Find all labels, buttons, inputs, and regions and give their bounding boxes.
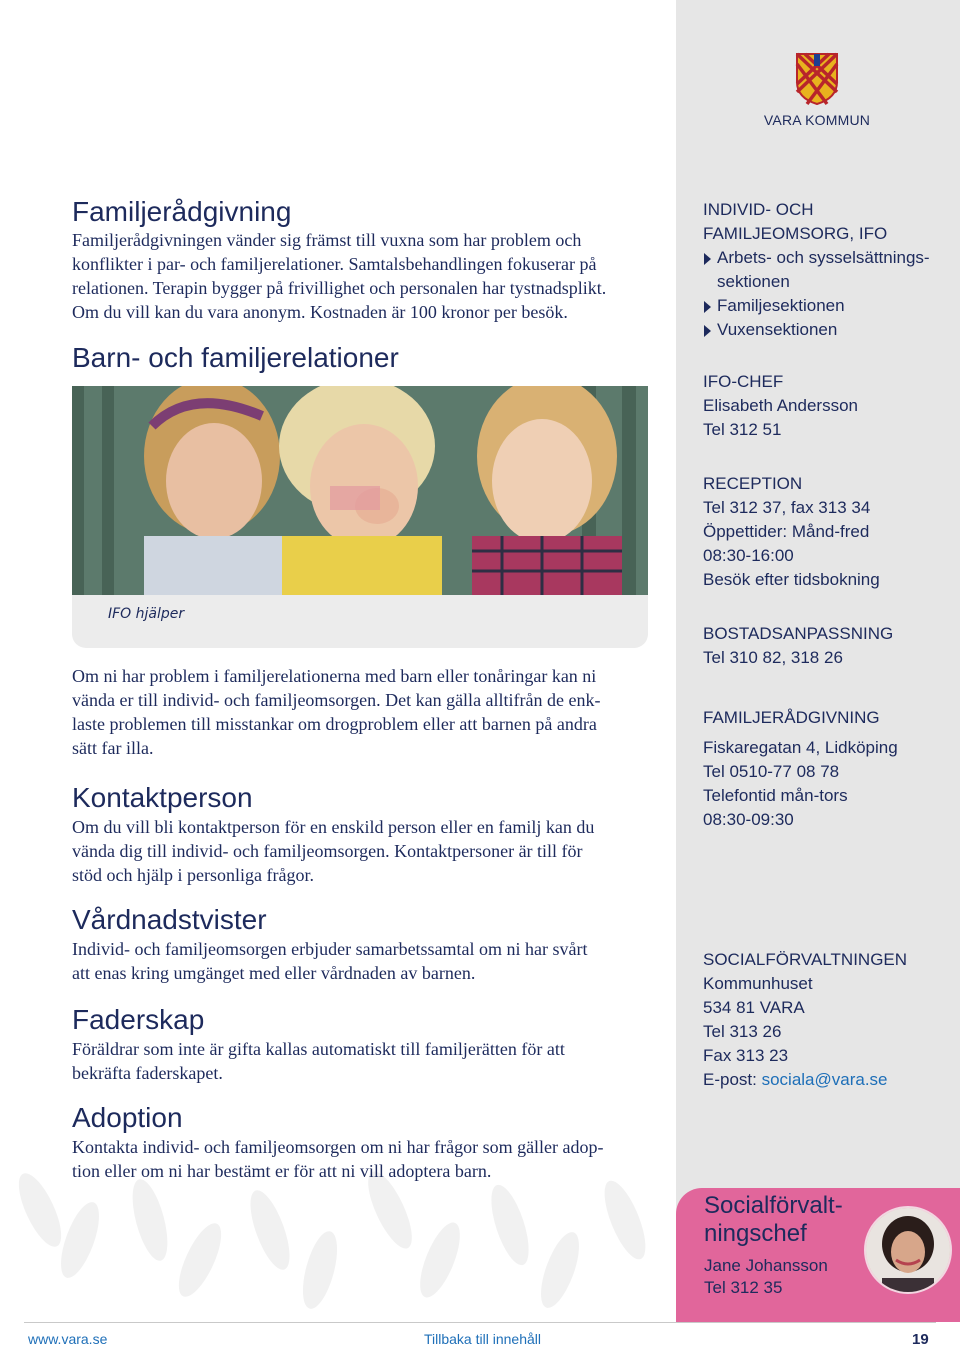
heading-kontaktperson: Kontaktperson xyxy=(72,782,253,813)
socialforvaltningen-line: Fax 313 23 xyxy=(703,1046,789,1065)
text-line: laste problemen till misstankar om drogproblem eller att barnen på andra xyxy=(72,714,597,734)
logo-text: VARA KOMMUN xyxy=(763,112,871,128)
ifo-chef-name: Elisabeth Andersson xyxy=(703,396,858,415)
para-adoption xyxy=(72,1135,652,1183)
text-line: vända er till individ- och familjeomsorgen. Det kan gälla alltifrån de enk- xyxy=(72,690,601,710)
familjeradgivning-title: FAMILJERÅDGIVNING xyxy=(703,708,880,727)
para-vardnadstvister xyxy=(72,937,652,985)
footer-url-link[interactable]: www.vara.se xyxy=(28,1331,108,1347)
heading-vardnadstvister: Vårdnadstvister xyxy=(72,904,267,935)
ifo-item: Arbets- och sysselsättnings- xyxy=(703,246,953,270)
socialforvaltningen-block xyxy=(703,948,953,1092)
familjeradgivning-block xyxy=(703,706,953,832)
familjeradgivning-line: 08:30-09:30 xyxy=(703,810,794,829)
back-to-contents-link[interactable]: Tillbaka till innehåll xyxy=(424,1331,541,1347)
chef-box-tel: Tel 312 35 xyxy=(704,1278,783,1297)
reception-line: Besök efter tidsbokning xyxy=(703,570,880,589)
familjeradgivning-line: Tel 0510-77 08 78 xyxy=(703,762,840,781)
heading-faderskap: Faderskap xyxy=(72,1004,205,1035)
text-line: Familjerådgivningen vänder sig främst till vuxna som har problem och xyxy=(72,230,582,250)
ifo-chef-tel: Tel 312 51 xyxy=(703,420,782,439)
socialforvaltningen-line: Kommunhuset xyxy=(703,974,813,993)
footer-divider xyxy=(24,1322,936,1323)
para-barn xyxy=(72,664,652,760)
photo-caption: IFO hjälper xyxy=(108,606,185,622)
reception-line: Tel 312 37, fax 313 34 xyxy=(703,498,871,517)
email-label: E-post: xyxy=(703,1070,762,1089)
para-faderskap xyxy=(72,1037,652,1085)
email-link[interactable]: sociala@vara.se xyxy=(761,1070,888,1089)
familjeradgivning-line: Telefontid mån-tors xyxy=(703,786,848,805)
ifo-title-1: INDIVID- OCH xyxy=(703,200,814,219)
socialforvaltningen-line: Tel 313 26 xyxy=(703,1022,782,1041)
chef-box-title-1: Socialförvalt- xyxy=(704,1192,843,1219)
reception-line: Öppettider: Månd-fred xyxy=(703,522,870,541)
reception-block xyxy=(703,472,953,592)
text-line: sätt far illa. xyxy=(72,738,154,758)
socialforvaltningen-title: SOCIALFÖRVALTNINGEN xyxy=(703,950,908,969)
chef-box-title-2: ningschef xyxy=(704,1220,807,1247)
para-familjeradgivning xyxy=(72,228,652,324)
bostad-title: BOSTADSANPASSNING xyxy=(703,624,894,643)
children-photo xyxy=(72,386,648,595)
text-line: Om du vill bli kontaktperson för en enskild person eller en familj kan du xyxy=(72,817,595,837)
email-row xyxy=(703,1068,953,1092)
text-line: Om du vill kan du vara anonym. Kostnaden är 100 kronor per besök. xyxy=(72,302,568,322)
reception-title: RECEPTION xyxy=(703,474,803,493)
text-line: bekräfta faderskapet. xyxy=(72,1063,223,1083)
chef-box-contact xyxy=(704,1255,828,1299)
chef-box-name: Jane Johansson xyxy=(704,1256,828,1275)
socialforvaltningen-line: 534 81 VARA xyxy=(703,998,805,1017)
text-line: stöd och hjälp i personliga frågor. xyxy=(72,865,314,885)
ifo-chef-block xyxy=(703,370,953,442)
photo-card xyxy=(72,386,648,648)
vara-kommun-coat-of-arms-icon xyxy=(795,52,839,106)
ifo-block xyxy=(703,198,953,342)
bostad-block xyxy=(703,622,953,670)
ifo-chef-title: IFO-CHEF xyxy=(703,372,784,391)
portrait-photo xyxy=(864,1206,952,1294)
ifo-item-cont: sektionen xyxy=(717,272,790,291)
familjeradgivning-line: Fiskaregatan 4, Lidköping xyxy=(703,738,898,757)
text-line: Kontakta individ- och familjeomsorgen om ni har frågor som gäller adop- xyxy=(72,1137,604,1157)
text-line: vända dig till individ- och familjeomsorgen. Kontaktpersoner är till för xyxy=(72,841,583,861)
ifo-item: Familjesektionen xyxy=(703,294,953,318)
heading-familjeradgivning: Familjerådgivning xyxy=(72,196,292,227)
heading-barn: Barn- och familjerelationer xyxy=(72,342,399,373)
text-line: Individ- och familjeomsorgen erbjuder samarbetssamtal om ni har svårt xyxy=(72,939,588,959)
text-line: att enas kring umgänget med eller vårdnaden av barnen. xyxy=(72,963,476,983)
text-line: relationen. Terapin bygger på frivillighet och personalen har tystnadsplikt. xyxy=(72,278,607,298)
chef-box-title xyxy=(704,1192,864,1248)
heading-adoption: Adoption xyxy=(72,1102,183,1133)
bostad-tel: Tel 310 82, 318 26 xyxy=(703,648,843,667)
para-kontaktperson xyxy=(72,815,652,887)
text-line: konflikter i par- och familjerelationer. Samtalsbehandlingen fokuserar på xyxy=(72,254,597,274)
ifo-title-2: FAMILJEOMSORG, IFO xyxy=(703,224,888,243)
page-number: 19 xyxy=(912,1331,929,1348)
ifo-item: Vuxensektionen xyxy=(703,318,953,342)
reception-line: 08:30-16:00 xyxy=(703,546,794,565)
text-line: Om ni har problem i familjerelationerna med barn eller tonåringar kan ni xyxy=(72,666,597,686)
text-line: Föräldrar som inte är gifta kallas automatiskt till familjerätten för att xyxy=(72,1039,565,1059)
text-line: tion eller om ni har bestämt er för att ni vill adoptera barn. xyxy=(72,1161,492,1181)
